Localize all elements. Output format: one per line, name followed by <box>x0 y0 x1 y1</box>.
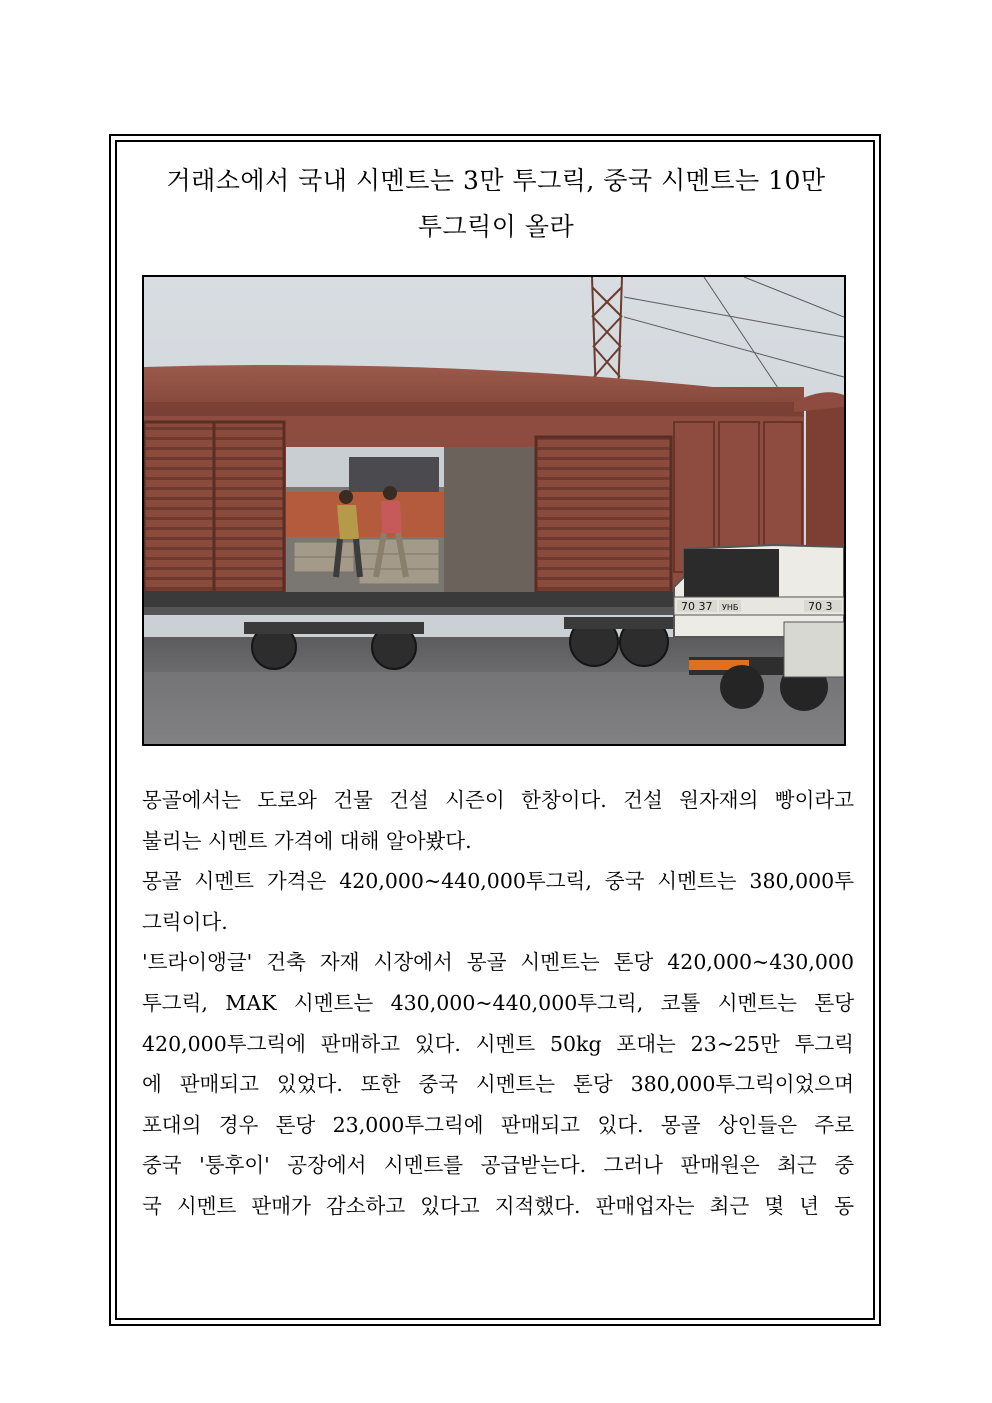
plate-right: 70 3 <box>808 600 833 613</box>
article-photo <box>142 275 846 746</box>
title-line-1: 거래소에서 국내 시멘트는 3만 투그릭, 중국 시멘트는 10만 <box>166 166 826 195</box>
article-body <box>142 780 854 1227</box>
body-line: 중국 '퉁후이' 공장에서 시멘트를 공급받는다. 그러나 판매원은 최근 중 <box>142 1153 854 1178</box>
article-title <box>140 158 852 250</box>
body-line: 투그릭, MAK 시멘트는 430,000~440,000투그릭, 코톨 시멘트는 톤당 <box>142 990 854 1015</box>
body-line: 그릭이다. <box>142 909 228 934</box>
title-line-2: 투그릭이 올라 <box>417 212 575 241</box>
railcar-photo-illustration <box>144 277 844 744</box>
body-line: 포대의 경우 톤당 23,000투그릭에 판매되고 있다. 몽골 상인들은 주로 <box>142 1112 854 1137</box>
body-line: '트라이앵글' 건축 자재 시장에서 몽골 시멘트는 톤당 420,000~430,000 <box>142 950 854 975</box>
body-line: 불리는 시멘트 가격에 대해 알아봤다. <box>142 828 472 853</box>
body-line: 몽골에서는 도로와 건물 건설 시즌이 한창이다. 건설 원자재의 빵이라고 <box>142 788 854 812</box>
body-line: 에 판매되고 있었다. 또한 중국 시멘트는 톤당 380,000투그릭이었으며 <box>142 1072 854 1097</box>
body-line: 몽골 시멘트 가격은 420,000~440,000투그릭, 중국 시멘트는 380,000투 <box>142 869 854 894</box>
plate-mid: УНБ <box>722 603 739 612</box>
body-line: 국 시멘트 판매가 감소하고 있다고 지적했다. 판매업자는 최근 몇 년 동 <box>142 1193 854 1218</box>
plate-left: 70 37 <box>681 600 713 613</box>
body-line: 420,000투그릭에 판매하고 있다. 시멘트 50kg 포대는 23~25만 투그릭 <box>142 1031 854 1056</box>
